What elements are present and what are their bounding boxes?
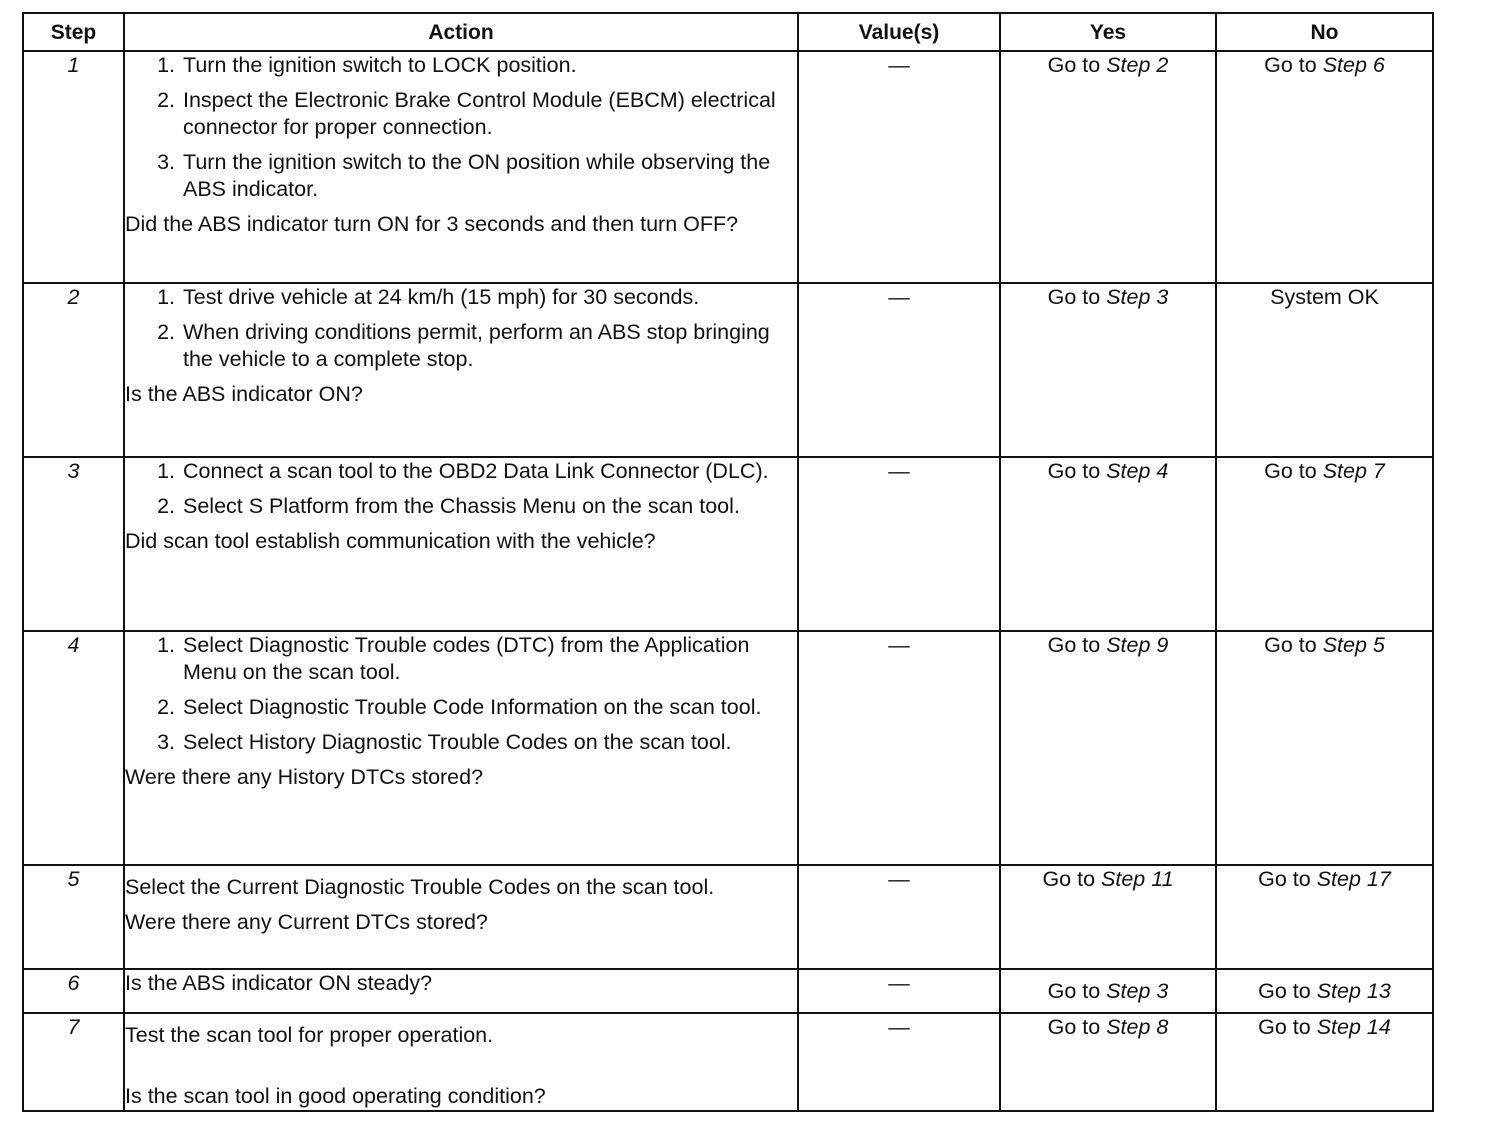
action-item: 1. Select Diagnostic Trouble codes (DTC) from the Application Menu on the scan tool. [181,632,797,686]
action-text: Select the Current Diagnostic Trouble Codes on the scan tool. [125,875,715,899]
table-row [23,457,1433,631]
no-cell [1216,969,1433,1013]
table-row [23,631,1433,865]
goto-step-link: Step 14 [1316,1015,1391,1039]
no-cell [1216,865,1433,969]
question-text: Is the scan tool in good operating condition? [125,1084,546,1108]
action-item: 3. Turn the ignition switch to the ON position while observing the ABS indicator. [181,149,797,203]
step-number: 6 [23,969,124,1013]
action-item: 2. Select Diagnostic Trouble Code Information on the scan tool. [181,694,797,721]
action-item: 1. Turn the ignition switch to LOCK position. [181,52,797,79]
action-item: 2. Select S Platform from the Chassis Menu on the scan tool. [181,493,797,520]
no-cell [1216,631,1433,865]
header-action: Action [124,13,798,51]
goto-step-link: Step 17 [1316,867,1391,891]
goto-step-link: Step 6 [1322,53,1385,77]
step-number: 4 [23,631,124,865]
action-cell [124,865,798,969]
value-cell: — [798,51,1000,283]
no-cell: System OK [1216,283,1433,457]
action-text: Test the scan tool for proper operation. [125,1023,494,1047]
step-number: 3 [23,457,124,631]
goto-step-link: Step 7 [1322,459,1385,483]
action-item: 1. Test drive vehicle at 24 km/h (15 mph) for 30 seconds. [181,284,797,311]
action-list [125,52,797,203]
goto-prefix: Go to [1047,1015,1101,1039]
value-cell: — [798,865,1000,969]
action-cell [124,283,798,457]
action-item: 3. Select History Diagnostic Trouble Codes on the scan tool. [181,729,797,756]
action-cell [124,969,798,1013]
no-cell [1216,1013,1433,1111]
header-yes: Yes [1000,13,1216,51]
table-row [23,51,1433,283]
value-cell: — [798,457,1000,631]
value-cell: — [798,969,1000,1013]
goto-prefix: Go to [1258,867,1311,891]
question-text: Did scan tool establish communication with the vehicle? [125,529,656,553]
goto-prefix: Go to [1042,867,1096,891]
step-number: 5 [23,865,124,969]
question-text: Is the ABS indicator ON steady? [125,971,433,995]
goto-prefix: Go to [1047,459,1101,483]
value-cell: — [798,1013,1000,1111]
question-text: Is the ABS indicator ON? [125,382,363,406]
table-row [23,283,1433,457]
action-cell [124,631,798,865]
step-number: 1 [23,51,124,283]
table-row [23,1013,1433,1111]
goto-step-link: Step 3 [1106,978,1169,1003]
action-item: 2. Inspect the Electronic Brake Control Module (EBCM) electrical connector for proper connection. [181,87,797,141]
action-list [125,458,797,520]
action-list [125,284,797,373]
table-row [23,865,1433,969]
step-number: 2 [23,283,124,457]
goto-step-link: Step 8 [1106,1015,1169,1039]
action-cell [124,51,798,283]
action-item: 1. Connect a scan tool to the OBD2 Data Link Connector (DLC). [181,458,797,485]
table-row [23,969,1433,1013]
goto-step-link: Step 13 [1316,978,1391,1003]
value-cell: — [798,631,1000,865]
yes-cell [1000,457,1216,631]
goto-step-link: Step 2 [1106,53,1169,77]
yes-cell [1000,1013,1216,1111]
header-row [23,13,1433,51]
value-cell: — [798,283,1000,457]
question-text: Did the ABS indicator turn ON for 3 seconds and then turn OFF? [125,212,739,236]
yes-cell [1000,283,1216,457]
no-cell [1216,51,1433,283]
goto-step-link: Step 3 [1106,285,1169,309]
goto-step-link: Step 9 [1106,633,1169,657]
header-values: Value(s) [798,13,1000,51]
goto-prefix: Go to [1047,978,1101,1003]
goto-prefix: Go to [1258,978,1311,1003]
yes-cell [1000,865,1216,969]
goto-prefix: Go to [1264,53,1317,77]
yes-cell [1000,51,1216,283]
goto-prefix: Go to [1047,285,1101,309]
diagnostic-table [22,12,1434,1112]
goto-prefix: Go to [1258,1015,1311,1039]
yes-cell [1000,969,1216,1013]
action-cell [124,457,798,631]
goto-prefix: Go to [1264,459,1317,483]
goto-prefix: Go to [1264,633,1317,657]
yes-cell [1000,631,1216,865]
action-list [125,632,797,756]
step-number: 7 [23,1013,124,1111]
action-cell [124,1013,798,1111]
goto-prefix: Go to [1047,633,1101,657]
question-text: Were there any Current DTCs stored? [125,910,488,934]
goto-step-link: Step 4 [1106,459,1169,483]
goto-step-link: Step 5 [1322,633,1385,657]
no-cell [1216,457,1433,631]
question-text: Were there any History DTCs stored? [125,765,484,789]
action-item: 2. When driving conditions permit, perform an ABS stop bringing the vehicle to a complete stop. [181,319,797,373]
header-no: No [1216,13,1433,51]
goto-step-link: Step 11 [1101,867,1174,891]
goto-prefix: Go to [1047,53,1101,77]
header-step: Step [23,13,124,51]
